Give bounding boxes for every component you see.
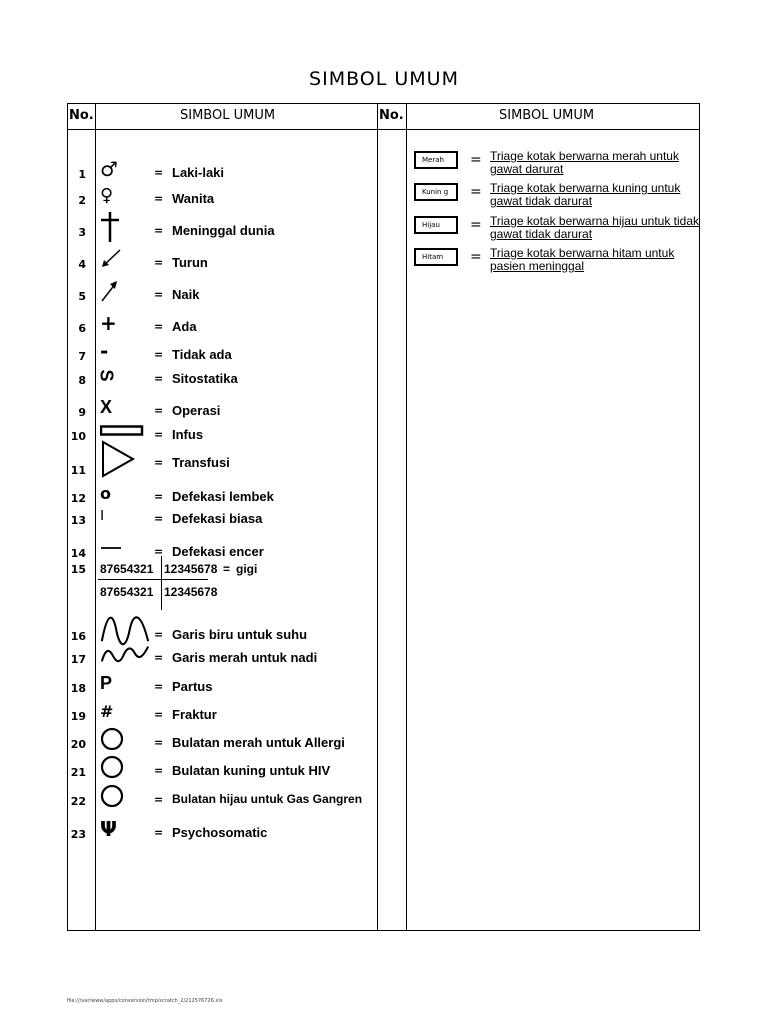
- s-symbol: S: [96, 368, 117, 382]
- equals-sign: =: [154, 628, 164, 641]
- hash-icon: #: [100, 701, 114, 721]
- row-number: 14: [70, 547, 86, 560]
- equals-sign: =: [154, 651, 164, 664]
- symbol-label: Infus: [172, 427, 204, 442]
- column-divider: [377, 104, 378, 930]
- header-no-right: No.: [379, 108, 404, 123]
- teeth-top-right: 12345678: [164, 562, 218, 576]
- row-number: 16: [70, 630, 86, 643]
- row-number: 23: [70, 828, 86, 841]
- triage-description: Triage kotak berwarna hitam untuk pasien meninggal: [490, 246, 675, 273]
- plus-icon: +: [100, 311, 117, 335]
- symbol-label: Defekasi lembek: [172, 489, 274, 504]
- row-number: 4: [78, 258, 86, 271]
- teeth-vertical-divider: [161, 556, 162, 610]
- symbol-label: Defekasi encer: [172, 544, 264, 559]
- header-divider: [68, 129, 699, 130]
- row-number: 7: [78, 350, 86, 363]
- teeth-bottom-left: 87654321: [100, 585, 154, 599]
- footer-path: file:///var/www/apps/conversion/tmp/scratch_2/212576726.xls: [67, 998, 223, 1004]
- row-number: 11: [70, 464, 86, 477]
- column-divider: [406, 104, 407, 930]
- symbol-table: [67, 103, 700, 931]
- equals-sign: =: [470, 217, 482, 233]
- symbol-label: Psychosomatic: [172, 825, 268, 840]
- row-number: 6: [78, 322, 86, 335]
- row-number: 1: [78, 168, 86, 181]
- symbol-label: Bulatan kuning untuk HIV: [172, 763, 331, 778]
- p-symbol: P: [100, 672, 113, 693]
- arrow-up-right-icon: [100, 276, 150, 306]
- equals-sign: =: [154, 348, 164, 361]
- male-symbol: ♂: [100, 157, 118, 181]
- row-number: 13: [70, 514, 86, 527]
- row-number: 21: [70, 766, 86, 779]
- triage-description: Triage kotak berwarna merah untuk gawat darurat: [490, 149, 679, 176]
- equals-sign: =: [154, 428, 164, 441]
- symbol-row: [68, 366, 368, 394]
- triage-box: Kunin g: [414, 183, 458, 201]
- horizontal-line-icon: [100, 533, 150, 563]
- row-number: 17: [70, 653, 86, 666]
- row-number: 8: [78, 374, 86, 387]
- symbol-row: [68, 506, 368, 534]
- symbol-label: Partus: [172, 679, 213, 694]
- wave-small-icon: [100, 639, 150, 669]
- symbol-row: [68, 787, 368, 815]
- row-number: 2: [78, 194, 86, 207]
- teeth-top-left: 87654321: [100, 562, 154, 576]
- equals-sign: =: [154, 256, 164, 269]
- teeth-horizontal-divider: [98, 579, 208, 580]
- equals-sign: =: [154, 456, 164, 469]
- equals-sign: =: [154, 826, 164, 839]
- equals-sign: =: [154, 490, 164, 503]
- triage-box: Hijau: [414, 216, 458, 234]
- equals-sign: =: [470, 152, 482, 168]
- circle-icon: [100, 781, 150, 811]
- symbol-row: [68, 282, 368, 310]
- teeth-equals: =: [223, 562, 231, 576]
- equals-sign: =: [470, 184, 482, 200]
- row-number: 3: [78, 226, 86, 239]
- symbol-row: [68, 450, 368, 478]
- symbol-label: Fraktur: [172, 707, 217, 722]
- equals-sign: =: [154, 404, 164, 417]
- equals-sign: =: [470, 249, 482, 265]
- header-symbol-left: SIMBOL UMUM: [180, 108, 276, 123]
- symbol-label: Ada: [172, 319, 197, 334]
- symbol-label: Turun: [172, 255, 208, 270]
- triangle-icon: [100, 444, 150, 474]
- symbol-label: Transfusi: [172, 455, 230, 470]
- symbol-row: [68, 218, 368, 246]
- symbol-label: Sitostatika: [172, 371, 238, 386]
- header-no-left: No.: [69, 108, 94, 123]
- row-number: 19: [70, 710, 86, 723]
- symbol-label: Bulatan hijau untuk Gas Gangren: [172, 792, 363, 806]
- equals-sign: =: [154, 320, 164, 333]
- equals-sign: =: [154, 288, 164, 301]
- symbol-label: Tidak ada: [172, 347, 232, 362]
- symbol-row: [68, 817, 368, 848]
- triage-box: Hitam: [414, 248, 458, 266]
- row-number: 5: [78, 290, 86, 303]
- circle-icon: [100, 724, 150, 754]
- equals-sign: =: [154, 166, 164, 179]
- teeth-bottom-right: 12345678: [164, 585, 218, 599]
- x-icon: X: [100, 396, 113, 417]
- equals-sign: =: [154, 736, 164, 749]
- triage-description: Triage kotak berwarna kuning untuk gawat tidak darurat: [490, 181, 681, 208]
- equals-sign: =: [154, 512, 164, 525]
- symbol-label: Wanita: [172, 191, 215, 206]
- row-number: 18: [70, 682, 86, 695]
- row-number: 20: [70, 738, 86, 751]
- symbol-row: [68, 186, 368, 214]
- equals-sign: =: [154, 224, 164, 237]
- equals-sign: =: [154, 680, 164, 693]
- arrow-down-left-icon: [100, 244, 150, 274]
- equals-sign: =: [154, 708, 164, 721]
- row-number: 10: [70, 430, 86, 443]
- equals-sign: =: [154, 192, 164, 205]
- row-number: 12: [70, 492, 86, 505]
- equals-sign: =: [154, 545, 164, 558]
- triage-box: Merah: [414, 151, 458, 169]
- symbol-label: Meninggal dunia: [172, 223, 275, 238]
- symbol-label: Operasi: [172, 403, 221, 418]
- cross-icon: [100, 212, 150, 242]
- equals-sign: =: [154, 764, 164, 777]
- symbol-label: Garis merah untuk nadi: [172, 650, 318, 665]
- triage-description: Triage kotak berwarna hijau untuk tidak gawat tidak darurat: [490, 214, 700, 241]
- symbol-label: Naik: [172, 287, 200, 302]
- equals-sign: =: [154, 793, 164, 806]
- circle-icon: [100, 752, 150, 782]
- symbol-label: Bulatan merah untuk Allergi: [172, 735, 345, 750]
- symbol-row: [68, 250, 368, 278]
- header-symbol-right: SIMBOL UMUM: [499, 108, 595, 123]
- symbol-label: Laki-laki: [172, 165, 225, 180]
- symbol-label: Defekasi biasa: [172, 511, 263, 526]
- equals-sign: =: [154, 372, 164, 385]
- female-symbol: ♀: [100, 184, 114, 206]
- symbol-label: Garis biru untuk suhu: [172, 627, 308, 642]
- teeth-label: gigi: [236, 562, 258, 576]
- page-title: SIMBOL UMUM: [309, 68, 459, 90]
- psi-symbol: Ψ: [100, 817, 117, 841]
- minus-icon: -: [100, 339, 109, 363]
- row-number: 9: [78, 406, 86, 419]
- row-number: 15: [70, 563, 86, 576]
- small-circle-icon: o: [100, 483, 111, 503]
- row-number: 22: [70, 795, 86, 808]
- vertical-bar-icon: I: [100, 506, 105, 524]
